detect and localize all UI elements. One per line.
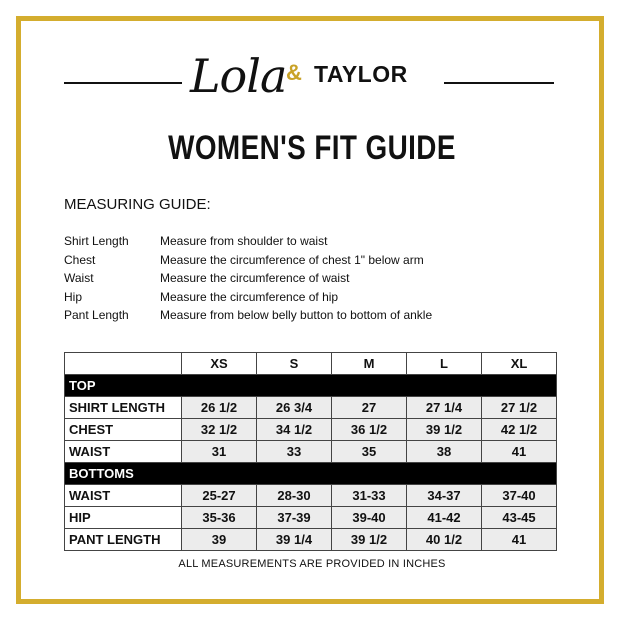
table-cell: 42 1/2 [482, 419, 557, 441]
table-cell: 27 [332, 397, 407, 419]
brand-logo [190, 48, 440, 104]
table-cell: 39 1/2 [332, 529, 407, 551]
table-cell: 28-30 [257, 485, 332, 507]
table-cell: 31-33 [332, 485, 407, 507]
table-cell: 39-40 [332, 507, 407, 529]
measure-term: Chest [64, 252, 96, 267]
measure-description: Measure from shoulder to waist [160, 234, 328, 248]
measuring-guide-heading: MEASURING GUIDE: [64, 196, 211, 213]
table-row [65, 441, 557, 463]
table-cell: 26 3/4 [257, 397, 332, 419]
measure-term: Waist [64, 271, 94, 285]
table-cell: 27 1/4 [407, 397, 482, 419]
brand-ampersand: & [286, 60, 302, 85]
row-label: HIP [65, 507, 182, 529]
measure-description: Measure the circumference of waist [160, 271, 350, 285]
table-cell: 35-36 [182, 507, 257, 529]
header-blank-cell [65, 353, 182, 375]
measure-description: Measure the circumference of hip [160, 289, 339, 304]
table-cell: 25-27 [182, 485, 257, 507]
table-row [65, 529, 557, 551]
footnote: ALL MEASUREMENTS ARE PROVIDED IN INCHES [178, 558, 446, 570]
section-label: TOP [65, 375, 557, 397]
table-row [65, 419, 557, 441]
table-cell: 41 [482, 529, 557, 551]
measuring-guide-item [64, 306, 564, 325]
row-label: CHEST [65, 419, 182, 441]
measure-description: Measure the circumference of chest 1" below arm [160, 252, 424, 267]
size-chart-table [64, 352, 557, 551]
table-cell: 40 1/2 [407, 529, 482, 551]
table-cell: 36 1/2 [332, 419, 407, 441]
measuring-guide-item [64, 232, 564, 251]
table-cell: 26 1/2 [182, 397, 257, 419]
measure-term: Pant Length [64, 308, 129, 322]
row-label: WAIST [65, 485, 182, 507]
table-cell: 43-45 [482, 507, 557, 529]
measuring-guide-item [64, 251, 564, 270]
row-label: PANT LENGTH [65, 529, 182, 551]
table-cell: 41-42 [407, 507, 482, 529]
table-cell: 37-39 [257, 507, 332, 529]
size-header-s: S [257, 353, 332, 375]
table-cell: 27 1/2 [482, 397, 557, 419]
table-cell: 35 [332, 441, 407, 463]
size-header-row [65, 353, 557, 375]
size-header-l: L [407, 353, 482, 375]
table-cell: 34-37 [407, 485, 482, 507]
measure-description: Measure from below belly button to bottom of ankle [160, 308, 433, 322]
table-cell: 39 1/4 [257, 529, 332, 551]
table-row [65, 397, 557, 419]
table-cell: 39 1/2 [407, 419, 482, 441]
measure-term: Shirt Length [64, 234, 129, 248]
table-row [65, 507, 557, 529]
table-cell: 38 [407, 441, 482, 463]
table-cell: 31 [182, 441, 257, 463]
size-header-xs: XS [182, 353, 257, 375]
table-cell: 33 [257, 441, 332, 463]
section-label: BOTTOMS [65, 463, 557, 485]
row-label: SHIRT LENGTH [65, 397, 182, 419]
brand-caps-name: TAYLOR [314, 61, 408, 87]
table-row [65, 485, 557, 507]
row-label: WAIST [65, 441, 182, 463]
measuring-guide-item [64, 288, 564, 307]
measure-term: Hip [64, 289, 83, 304]
measuring-guide-list [64, 232, 564, 325]
section-row-bottoms [65, 463, 557, 485]
header-rule-left [64, 82, 182, 84]
size-header-xl: XL [482, 353, 557, 375]
brand-script-name: Lola [190, 49, 287, 103]
page-title: WOMEN'S FIT GUIDE [168, 129, 456, 167]
header-rule-right [444, 82, 554, 84]
table-cell: 37-40 [482, 485, 557, 507]
table-cell: 32 1/2 [182, 419, 257, 441]
measuring-guide-item [64, 269, 564, 288]
size-header-m: M [332, 353, 407, 375]
table-cell: 41 [482, 441, 557, 463]
table-cell: 34 1/2 [257, 419, 332, 441]
table-cell: 39 [182, 529, 257, 551]
section-row-top [65, 375, 557, 397]
